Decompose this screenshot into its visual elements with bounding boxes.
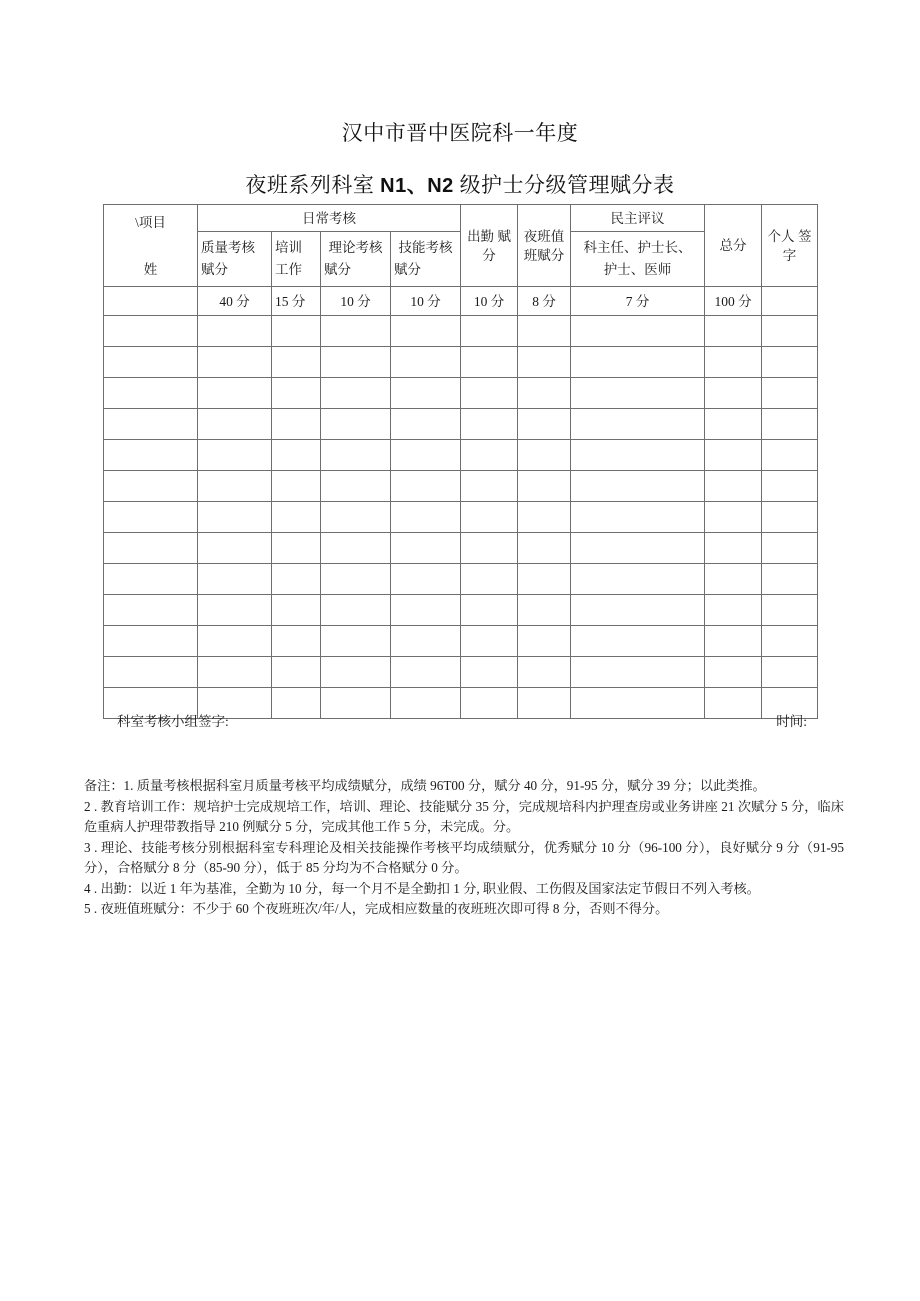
table-cell[interactable] — [198, 595, 272, 626]
signature-time-label[interactable]: 时间: — [776, 714, 807, 729]
header-name-label: 姓 — [143, 261, 158, 277]
table-cell[interactable] — [762, 316, 818, 347]
table-cell[interactable] — [104, 626, 198, 657]
table-cell[interactable] — [198, 502, 272, 533]
table-cell[interactable] — [518, 564, 571, 595]
remark-item-2: 2 . 教育培训工作：规培护士完成规培工作，培训、理论、技能赋分 35 分，完成规培科内护理查房或业务讲座 21 次赋分 5 分，临床危重病人护理带教指导 210 例赋分 5 分，完成其他工作 5 分，未完成。分。 — [84, 798, 844, 834]
table-cell[interactable] — [705, 595, 762, 626]
table-cell[interactable] — [762, 409, 818, 440]
table-cell[interactable] — [321, 564, 391, 595]
scoring-table — [103, 204, 818, 719]
table-cell[interactable] — [762, 378, 818, 409]
table-cell[interactable] — [762, 440, 818, 471]
table-row[interactable] — [104, 409, 818, 440]
header-total-score: 总分 — [705, 205, 762, 287]
header-quality-line1: 质量考核 — [201, 240, 255, 255]
header-training-line2: 工作 — [275, 262, 302, 277]
committee-signature-label[interactable]: 科室考核小组签字: — [117, 714, 229, 729]
table-cell[interactable] — [762, 595, 818, 626]
table-row[interactable] — [104, 595, 818, 626]
remark-item-3: 3 . 理论、技能考核分别根据科室专科理论及相关技能操作考核平均成绩赋分，优秀赋分 10 分（96-100 分），良好赋分 9 分（91-95 分），合格赋分 8 分（85-90 分），低于 85 分均为不合格赋分 0 分。 — [84, 839, 844, 875]
table-row[interactable] — [104, 440, 818, 471]
header-reviewers-line1: 科主任、护士长、 — [583, 240, 692, 255]
table-cell[interactable] — [705, 378, 762, 409]
max-score-theory: 10 分 — [321, 287, 391, 316]
table-cell[interactable] — [762, 533, 818, 564]
header-name-item-corner — [104, 205, 198, 287]
table-cell[interactable] — [198, 378, 272, 409]
table-cell[interactable] — [391, 564, 461, 595]
table-cell[interactable] — [391, 409, 461, 440]
table-cell[interactable] — [391, 626, 461, 657]
table-cell[interactable] — [705, 316, 762, 347]
table-cell[interactable] — [571, 440, 705, 471]
header-training-line1: 培训 — [275, 240, 302, 255]
table-cell[interactable] — [461, 657, 518, 688]
table-cell[interactable] — [705, 347, 762, 378]
header-item-label: \项目 — [135, 214, 166, 230]
table-cell[interactable] — [571, 626, 705, 657]
table-cell[interactable] — [461, 626, 518, 657]
header-daily-assessment: 日常考核 — [198, 205, 461, 232]
header-attendance-line2: 赋分 — [482, 228, 511, 263]
table-cell[interactable] — [321, 378, 391, 409]
table-cell[interactable] — [272, 657, 321, 688]
header-attendance-score — [461, 205, 518, 287]
table-cell[interactable] — [198, 564, 272, 595]
max-score-skill: 10 分 — [391, 287, 461, 316]
table-cell[interactable] — [198, 409, 272, 440]
table-cell[interactable] — [571, 347, 705, 378]
table-cell[interactable] — [762, 626, 818, 657]
table-cell[interactable] — [518, 347, 571, 378]
table-row[interactable] — [104, 471, 818, 502]
table-cell[interactable] — [321, 440, 391, 471]
table-cell[interactable] — [391, 595, 461, 626]
table-cell[interactable] — [321, 409, 391, 440]
table-row[interactable] — [104, 378, 818, 409]
table-cell[interactable] — [104, 502, 198, 533]
table-cell[interactable] — [571, 564, 705, 595]
header-review-participants — [571, 232, 705, 287]
table-cell[interactable] — [272, 626, 321, 657]
table-cell[interactable] — [321, 471, 391, 502]
header-skill-assessment — [391, 232, 461, 287]
table-cell[interactable] — [321, 657, 391, 688]
table-cell[interactable] — [518, 409, 571, 440]
table-row[interactable] — [104, 626, 818, 657]
header-theory-line1: 理论考核 — [328, 240, 383, 255]
table-cell[interactable] — [571, 533, 705, 564]
remarks-section — [84, 776, 844, 920]
table-cell[interactable] — [762, 657, 818, 688]
table-cell[interactable] — [518, 595, 571, 626]
table-cell[interactable] — [461, 564, 518, 595]
table-cell[interactable] — [705, 533, 762, 564]
header-personal-signature — [762, 205, 818, 287]
title-suffix: 级护士分级管理赋分表 — [453, 173, 675, 197]
table-cell[interactable] — [705, 626, 762, 657]
table-cell[interactable] — [705, 471, 762, 502]
table-cell[interactable] — [571, 409, 705, 440]
table-cell[interactable] — [104, 378, 198, 409]
header-skill-line2: 赋分 — [394, 262, 421, 277]
table-cell[interactable] — [198, 316, 272, 347]
table-cell[interactable] — [104, 440, 198, 471]
header-night-shift-score — [518, 205, 571, 287]
table-cell[interactable] — [571, 595, 705, 626]
table-row[interactable] — [104, 347, 818, 378]
table-cell[interactable] — [391, 378, 461, 409]
table-cell[interactable] — [198, 471, 272, 502]
table-cell[interactable] — [705, 502, 762, 533]
remark-item-4: 4 . 出勤：以近 1 年为基准，全勤为 10 分，每一个月不是全勤扣 1 分, 职业假、工伤假及国家法定节假日不列入考核。 — [84, 880, 760, 896]
table-cell[interactable] — [321, 316, 391, 347]
table-cell[interactable] — [762, 347, 818, 378]
max-score-signature — [762, 287, 818, 316]
table-cell[interactable] — [705, 440, 762, 471]
table-cell[interactable] — [518, 471, 571, 502]
table-cell[interactable] — [272, 595, 321, 626]
scoring-table-wrapper — [103, 204, 817, 719]
max-score-total: 100 分 — [705, 287, 762, 316]
table-cell[interactable] — [461, 533, 518, 564]
header-theory-line2: 赋分 — [324, 262, 351, 277]
table-cell[interactable] — [518, 626, 571, 657]
table-cell[interactable] — [321, 626, 391, 657]
table-cell[interactable] — [198, 626, 272, 657]
table-cell[interactable] — [762, 471, 818, 502]
table-cell[interactable] — [104, 595, 198, 626]
table-cell[interactable] — [571, 502, 705, 533]
table-cell[interactable] — [705, 409, 762, 440]
table-cell[interactable] — [198, 657, 272, 688]
table-row[interactable] — [104, 533, 818, 564]
header-training-work — [272, 232, 321, 287]
title-grade-levels: N1、N2 — [380, 175, 454, 197]
table-cell[interactable] — [321, 595, 391, 626]
remark-item-1: 备注：1. 质量考核根据科室月质量考核平均成绩赋分，成绩 96T00 分，赋分 40 分，91-95 分，赋分 39 分；以此类推。 — [84, 778, 766, 793]
table-cell[interactable] — [272, 378, 321, 409]
table-cell[interactable] — [518, 378, 571, 409]
table-row[interactable] — [104, 657, 818, 688]
table-cell[interactable] — [461, 378, 518, 409]
title-prefix: 夜班系列科室 — [245, 173, 381, 197]
table-cell[interactable] — [571, 316, 705, 347]
table-cell[interactable] — [272, 564, 321, 595]
table-cell[interactable] — [571, 657, 705, 688]
table-cell[interactable] — [272, 347, 321, 378]
header-attendance-line1: 出勤 — [467, 228, 495, 244]
table-cell[interactable] — [518, 502, 571, 533]
table-row[interactable] — [104, 502, 818, 533]
table-cell[interactable] — [461, 595, 518, 626]
max-score-democratic: 7 分 — [571, 287, 705, 316]
title-line-two — [0, 170, 920, 201]
table-cell[interactable] — [104, 657, 198, 688]
table-cell[interactable] — [461, 440, 518, 471]
table-cell[interactable] — [104, 471, 198, 502]
max-score-quality: 40 分 — [198, 287, 272, 316]
table-cell[interactable] — [272, 409, 321, 440]
table-cell[interactable] — [198, 347, 272, 378]
table-cell[interactable] — [391, 471, 461, 502]
table-cell[interactable] — [461, 502, 518, 533]
table-cell[interactable] — [104, 316, 198, 347]
table-cell[interactable] — [272, 533, 321, 564]
max-score-attendance: 10 分 — [461, 287, 518, 316]
table-cell[interactable] — [321, 347, 391, 378]
table-cell[interactable] — [391, 502, 461, 533]
table-cell[interactable] — [272, 440, 321, 471]
table-row[interactable] — [104, 564, 818, 595]
table-cell[interactable] — [104, 533, 198, 564]
header-night-line1: 夜班值 — [523, 228, 565, 244]
table-cell[interactable] — [518, 316, 571, 347]
table-cell[interactable] — [321, 533, 391, 564]
header-quality-line2: 赋分 — [201, 262, 228, 277]
table-cell[interactable] — [571, 471, 705, 502]
header-reviewers-line2: 护士、医师 — [603, 262, 672, 277]
table-cell[interactable] — [104, 409, 198, 440]
table-row[interactable] — [104, 316, 818, 347]
table-cell[interactable] — [461, 409, 518, 440]
table-cell[interactable] — [104, 564, 198, 595]
document-title-block — [0, 118, 920, 201]
table-cell[interactable] — [705, 657, 762, 688]
table-cell[interactable] — [272, 471, 321, 502]
max-score-name-blank — [104, 287, 198, 316]
table-cell[interactable] — [461, 316, 518, 347]
header-democratic-review: 民主评议 — [571, 205, 705, 232]
header-signature-line2: 签字 — [782, 228, 812, 263]
table-cell[interactable] — [391, 440, 461, 471]
table-header-group-row — [104, 205, 818, 232]
title-line-one: 汉中市晋中医院科一年度 — [341, 121, 579, 145]
table-cell[interactable] — [391, 533, 461, 564]
max-score-night: 8 分 — [518, 287, 571, 316]
table-cell[interactable] — [518, 533, 571, 564]
header-night-line2: 班赋分 — [523, 247, 565, 263]
table-cell[interactable] — [461, 471, 518, 502]
table-cell[interactable] — [461, 347, 518, 378]
table-cell[interactable] — [518, 657, 571, 688]
remark-item-5: 5 . 夜班值班赋分：不少于 60 个夜班班次/年/人，完成相应数量的夜班班次即可得 8 分，否则不得分。 — [84, 901, 669, 916]
table-cell[interactable] — [391, 657, 461, 688]
committee-signature-line — [117, 710, 817, 730]
table-max-score-row — [104, 287, 818, 316]
table-cell[interactable] — [518, 440, 571, 471]
header-quality-assessment — [198, 232, 272, 287]
max-score-training: 15 分 — [272, 287, 321, 316]
table-cell[interactable] — [104, 347, 198, 378]
header-signature-line1: 个人 — [767, 228, 795, 244]
table-cell[interactable] — [321, 502, 391, 533]
table-cell[interactable] — [705, 564, 762, 595]
table-cell[interactable] — [198, 440, 272, 471]
table-cell[interactable] — [762, 564, 818, 595]
table-cell[interactable] — [272, 502, 321, 533]
table-cell[interactable] — [762, 502, 818, 533]
header-skill-line1: 技能考核 — [398, 240, 453, 255]
table-cell[interactable] — [391, 347, 461, 378]
table-cell[interactable] — [391, 316, 461, 347]
table-cell[interactable] — [571, 378, 705, 409]
header-theory-assessment — [321, 232, 391, 287]
table-cell[interactable] — [198, 533, 272, 564]
table-cell[interactable] — [272, 316, 321, 347]
